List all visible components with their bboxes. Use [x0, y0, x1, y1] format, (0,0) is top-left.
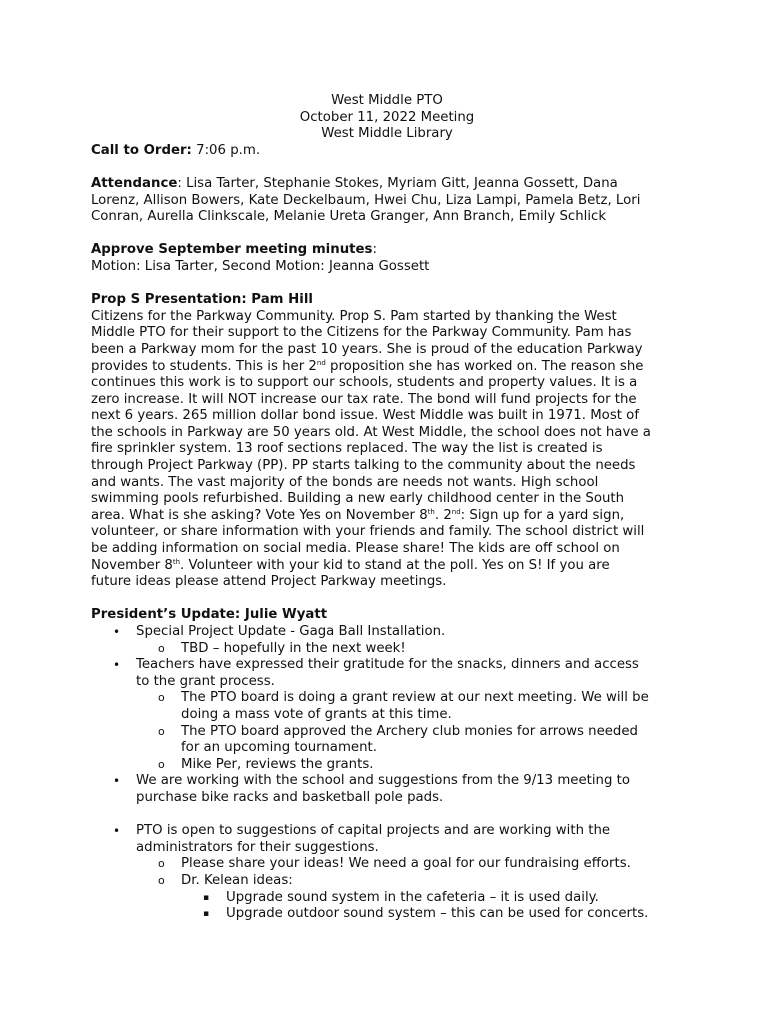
list-item-continuation: for an upcoming tournament. — [181, 740, 377, 756]
paragraph-line: been a Parkway mom for the past 10 years. She is proud of the education Parkway — [91, 341, 643, 357]
list-item: • Special Project Update - Gaga Ball Installation. — [113, 624, 446, 639]
paragraph-line: future ideas please attend Project Parkway meetings. — [91, 574, 447, 590]
paragraph-line: provides to students. This is her 2nd proposition she has worked on. The reason she — [91, 358, 644, 374]
call-to-order-time: 7:06 p.m. — [196, 142, 261, 158]
list-item: o The PTO board is doing a grant review at our next meeting. We will be — [158, 690, 649, 706]
list-item: o Please share your ideas! We need a goal for our fundraising efforts. — [158, 856, 631, 872]
minutes-section — [91, 242, 683, 275]
circle-marker: o — [158, 757, 165, 771]
list-item: o TBD – hopefully in the next week! — [158, 640, 406, 656]
attendance-line: Conran, Aurella Clinkscale, Melanie Ureta Granger, Ann Branch, Emily Schlick — [91, 209, 607, 225]
attendance-label: Attendance — [91, 175, 178, 191]
paragraph-line: the schools in Parkway are 50 years old. At West Middle, the school does not have a — [91, 424, 651, 440]
list-item: • PTO is open to suggestions of capital projects and are working with the — [113, 823, 611, 839]
call-to-order-label: Call to Order: — [91, 142, 192, 158]
square-marker: ▪ — [203, 909, 210, 920]
square-marker: ▪ — [203, 892, 210, 903]
document-header — [91, 93, 683, 143]
paragraph-line: fire sprinkler system. 13 roof sections replaced. The way the list is created is — [91, 441, 603, 457]
paragraph-line: Middle PTO for their support to the Citizens for the Parkway Community. Pam has — [91, 325, 632, 341]
paragraph-line: Citizens for the Parkway Community. Prop S. Pam started by thanking the West — [91, 308, 617, 324]
list-item: • We are working with the school and suggestions from the 9/13 meeting to — [113, 773, 630, 789]
bullet-marker: • — [113, 774, 121, 789]
president-list — [91, 624, 683, 923]
call-to-order — [91, 143, 683, 160]
paragraph-line: and wants. The vast majority of the bonds are needs not wants. High school — [91, 474, 599, 490]
list-item-continuation: doing a mass vote of grants at this time. — [181, 706, 452, 722]
paragraph-line: through Project Parkway (PP). PP starts talking to the community about the needs — [91, 458, 636, 474]
paragraph-line: swimming pools refurbished. Building a new early childhood center in the South — [91, 491, 625, 507]
prop-s-heading: Prop S Presentation: Pam Hill — [91, 292, 313, 308]
list-item: ▪ Upgrade outdoor sound system – this can be used for concerts. — [203, 906, 649, 922]
circle-marker: o — [158, 724, 165, 738]
list-item-continuation: administrators for their suggestions. — [136, 839, 379, 855]
list-item: o The PTO board approved the Archery club monies for arrows needed — [158, 723, 638, 739]
president-section — [91, 607, 683, 922]
paragraph-line: continues this work is to support our schools, students and property values. It is a — [91, 375, 638, 391]
circle-marker: o — [158, 857, 165, 871]
attendance-line: : Lisa Tarter, Stephanie Stokes, Myriam Gitt, Jeanna Gossett, Dana — [177, 175, 618, 191]
bullet-marker: • — [113, 658, 121, 673]
paragraph-line: be adding information on social media. Please share! The kids are off school on — [91, 541, 620, 557]
list-item: o Mike Per, reviews the grants. — [158, 756, 374, 772]
paragraph-line: zero increase. It will NOT increase our tax rate. The bond will fund projects for the — [91, 391, 637, 407]
minutes-label: Approve September meeting minutes — [91, 242, 373, 258]
meeting-date: October 11, 2022 Meeting — [299, 109, 475, 125]
paragraph-line: November 8th. Volunteer with your kid to stand at the poll. Yes on S! If you are — [91, 557, 610, 573]
paragraph-line: volunteer, or share information with your friends and family. The school district will — [91, 524, 645, 540]
circle-marker: o — [158, 691, 165, 705]
list-item-continuation: to the grant process. — [136, 673, 275, 689]
document-page — [91, 93, 683, 923]
list-item: ▪ Upgrade sound system in the cafeteria – it is used daily. — [203, 889, 599, 905]
paragraph-line: area. What is she asking? Vote Yes on November 8th. 2nd: Sign up for a yard sign, — [91, 507, 625, 523]
minutes-motion: Motion: Lisa Tarter, Second Motion: Jeanna Gossett — [91, 258, 430, 274]
attendance-section — [91, 176, 683, 226]
list-item-continuation: purchase bike racks and basketball pole pads. — [136, 789, 444, 805]
list-item: • Teachers have expressed their gratitude for the snacks, dinners and access — [113, 657, 639, 673]
paragraph-line: next 6 years. 265 million dollar bond issue. West Middle was built in 1971. Most of — [91, 408, 640, 424]
org-name: West Middle PTO — [331, 93, 443, 108]
minutes-colon: : — [372, 242, 377, 258]
bullet-marker: • — [113, 824, 121, 839]
prop-s-section — [91, 292, 683, 591]
meeting-location: West Middle Library — [321, 126, 453, 142]
president-heading: President’s Update: Julie Wyatt — [91, 607, 328, 623]
attendance-line: Lorenz, Allison Bowers, Kate Deckelbaum, Hwei Chu, Liza Lampi, Pamela Betz, Lori — [91, 192, 641, 208]
circle-marker: o — [158, 873, 165, 887]
circle-marker: o — [158, 641, 165, 655]
list-item: o Dr. Kelean ideas: — [158, 872, 293, 888]
bullet-marker: • — [113, 625, 121, 639]
